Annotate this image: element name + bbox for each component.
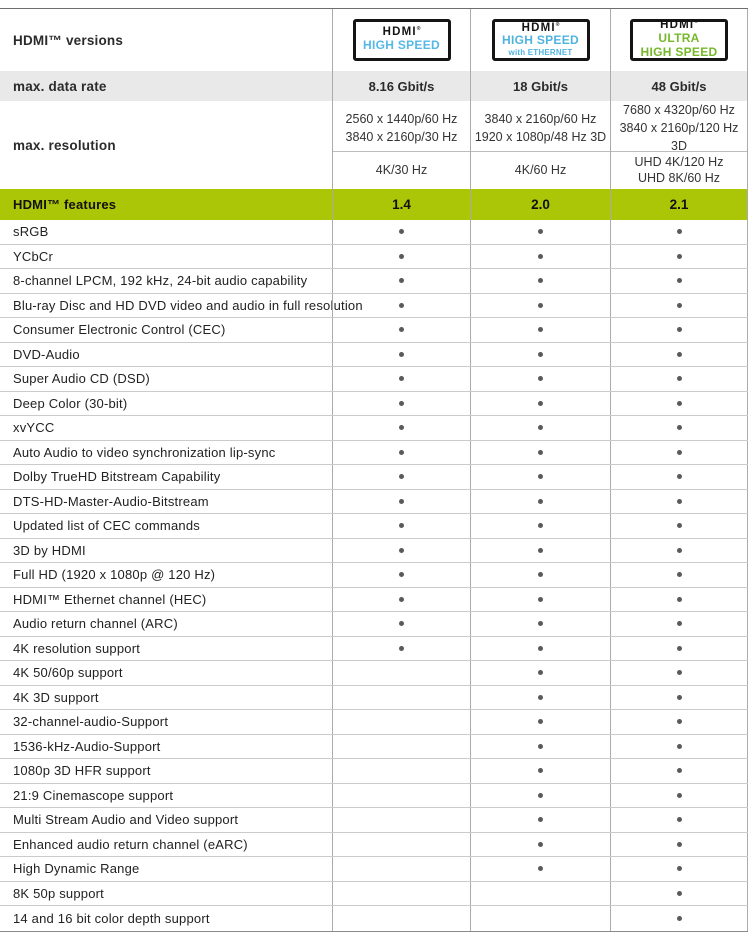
feature-cell bbox=[470, 612, 610, 636]
support-dot bbox=[677, 695, 682, 700]
support-dot bbox=[677, 842, 682, 847]
features-header-label: HDMI™ features bbox=[13, 197, 117, 212]
feature-cell bbox=[470, 637, 610, 661]
feature-cell bbox=[332, 416, 470, 440]
feature-cell bbox=[470, 343, 610, 367]
feature-label: 21:9 Cinemascope support bbox=[13, 787, 174, 803]
support-dot bbox=[399, 621, 404, 626]
feature-cell bbox=[470, 465, 610, 489]
table-row bbox=[0, 514, 748, 539]
feature-cell bbox=[610, 294, 748, 318]
support-dot bbox=[538, 866, 543, 871]
feature-cell bbox=[470, 882, 610, 906]
feature-cell bbox=[332, 882, 470, 906]
hdmi-logo: HDMI® bbox=[382, 26, 421, 39]
support-dot bbox=[399, 597, 404, 602]
support-dot bbox=[538, 817, 543, 822]
support-dot bbox=[538, 572, 543, 577]
support-dot bbox=[399, 499, 404, 504]
table-row bbox=[0, 686, 748, 711]
feature-cell bbox=[470, 392, 610, 416]
support-dot bbox=[677, 450, 682, 455]
feature-cell bbox=[332, 710, 470, 734]
feature-label: xvYCC bbox=[13, 420, 55, 436]
registered-mark: ® bbox=[416, 26, 421, 33]
data-rate-row bbox=[0, 71, 748, 101]
table-row bbox=[0, 294, 748, 319]
table-row bbox=[0, 808, 748, 833]
table-row bbox=[0, 637, 748, 662]
feature-cell bbox=[470, 318, 610, 342]
feature-cell bbox=[610, 220, 748, 244]
feature-cell bbox=[610, 563, 748, 587]
feature-cell bbox=[610, 441, 748, 465]
table-row bbox=[0, 857, 748, 882]
hdmi-ultra-high-speed-badge bbox=[630, 19, 728, 61]
registered-mark: ® bbox=[555, 21, 560, 28]
feature-label: Enhanced audio return channel (eARC) bbox=[13, 836, 248, 852]
feature-cell bbox=[332, 588, 470, 612]
support-dot bbox=[399, 376, 404, 381]
resolution-cell: UHD 4K/120 Hz UHD 8K/60 Hz bbox=[610, 152, 748, 189]
feature-cell bbox=[610, 661, 748, 685]
table-row bbox=[0, 539, 748, 564]
hdmi-version-number: 2.0 bbox=[531, 197, 550, 212]
table-row bbox=[0, 441, 748, 466]
support-dot bbox=[538, 597, 543, 602]
feature-cell bbox=[332, 514, 470, 538]
feature-cell bbox=[332, 661, 470, 685]
support-dot bbox=[538, 719, 543, 724]
feature-label: Multi Stream Audio and Video support bbox=[13, 812, 239, 828]
support-dot bbox=[677, 646, 682, 651]
resolution-row bbox=[0, 101, 748, 189]
feature-cell bbox=[332, 612, 470, 636]
feature-label: 14 and 16 bit color depth support bbox=[13, 910, 210, 926]
feature-label: 32-channel-audio-Support bbox=[13, 714, 169, 730]
feature-cell bbox=[610, 269, 748, 293]
support-dot bbox=[677, 229, 682, 234]
support-dot bbox=[677, 768, 682, 773]
feature-label: Auto Audio to video synchronization lip-sync bbox=[13, 444, 276, 460]
support-dot bbox=[399, 646, 404, 651]
feature-cell bbox=[332, 759, 470, 783]
feature-label: 4K 3D support bbox=[13, 689, 99, 705]
feature-label: Deep Color (30-bit) bbox=[13, 395, 128, 411]
support-dot bbox=[538, 254, 543, 259]
support-dot bbox=[399, 401, 404, 406]
feature-label: 1536-kHz-Audio-Support bbox=[13, 738, 161, 754]
feature-cell bbox=[470, 686, 610, 710]
support-dot bbox=[538, 352, 543, 357]
table-row bbox=[0, 710, 748, 735]
support-dot bbox=[677, 597, 682, 602]
support-dot bbox=[538, 523, 543, 528]
table-row bbox=[0, 367, 748, 392]
support-dot bbox=[538, 793, 543, 798]
support-dot bbox=[677, 278, 682, 283]
feature-label: YCbCr bbox=[13, 248, 54, 264]
support-dot bbox=[677, 303, 682, 308]
feature-cell bbox=[332, 637, 470, 661]
support-dot bbox=[538, 499, 543, 504]
resolution-cell: 2560 x 1440p/60 Hz 3840 x 2160p/30 Hz bbox=[332, 101, 470, 155]
table-row bbox=[0, 563, 748, 588]
support-dot bbox=[399, 474, 404, 479]
feature-label: Blu-ray Disc and HD DVD video and audio in full resolution bbox=[13, 297, 363, 313]
feature-cell bbox=[470, 294, 610, 318]
feature-label: 4K resolution support bbox=[13, 640, 141, 656]
support-dot bbox=[677, 891, 682, 896]
table-row bbox=[0, 269, 748, 294]
support-dot bbox=[677, 548, 682, 553]
feature-cell bbox=[610, 539, 748, 563]
support-dot bbox=[677, 817, 682, 822]
support-dot bbox=[677, 352, 682, 357]
feature-cell bbox=[332, 539, 470, 563]
feature-cell bbox=[610, 343, 748, 367]
feature-cell bbox=[470, 710, 610, 734]
feature-cell bbox=[610, 416, 748, 440]
feature-cell bbox=[470, 220, 610, 244]
support-dot bbox=[538, 670, 543, 675]
feature-label: Updated list of CEC commands bbox=[13, 518, 200, 534]
support-dot bbox=[538, 646, 543, 651]
table-row bbox=[0, 343, 748, 368]
versions-row-label: HDMI™ versions bbox=[13, 32, 124, 48]
table-row bbox=[0, 612, 748, 637]
support-dot bbox=[399, 450, 404, 455]
hdmi-logo: HDMI® bbox=[660, 19, 698, 32]
feature-cell bbox=[470, 735, 610, 759]
data-rate-label: max. data rate bbox=[13, 78, 107, 94]
feature-cell bbox=[610, 686, 748, 710]
feature-label: Dolby TrueHD Bitstream Capability bbox=[13, 469, 221, 485]
support-dot bbox=[538, 229, 543, 234]
feature-cell bbox=[470, 269, 610, 293]
badge-line: HIGH SPEED bbox=[640, 44, 718, 59]
hdmi-logo: HDMI® bbox=[521, 21, 560, 34]
feature-cell bbox=[610, 465, 748, 489]
feature-cell bbox=[332, 686, 470, 710]
feature-cell bbox=[332, 343, 470, 367]
feature-label: 4K 50/60p support bbox=[13, 665, 123, 681]
support-dot bbox=[538, 401, 543, 406]
support-dot bbox=[677, 719, 682, 724]
support-dot bbox=[538, 450, 543, 455]
support-dot bbox=[399, 548, 404, 553]
badge-line: HIGH SPEED bbox=[362, 37, 440, 52]
table-row bbox=[0, 588, 748, 613]
features-body bbox=[0, 220, 748, 931]
hdmi-version-number: 1.4 bbox=[392, 197, 411, 212]
table-row bbox=[0, 906, 748, 931]
feature-cell bbox=[470, 514, 610, 538]
support-dot bbox=[677, 376, 682, 381]
table-row bbox=[0, 416, 748, 441]
feature-cell bbox=[332, 808, 470, 832]
feature-label: 8K 50p support bbox=[13, 885, 104, 901]
feature-label: 8-channel LPCM, 192 kHz, 24-bit audio capability bbox=[13, 273, 308, 289]
support-dot bbox=[399, 278, 404, 283]
feature-cell bbox=[470, 367, 610, 391]
table-row bbox=[0, 318, 748, 343]
table-row bbox=[0, 882, 748, 907]
support-dot bbox=[399, 523, 404, 528]
feature-cell bbox=[610, 367, 748, 391]
feature-cell bbox=[332, 220, 470, 244]
support-dot bbox=[538, 278, 543, 283]
table-row bbox=[0, 833, 748, 858]
feature-cell bbox=[332, 367, 470, 391]
resolution-cell: 3840 x 2160p/60 Hz 1920 x 1080p/48 Hz 3D bbox=[470, 101, 610, 155]
support-dot bbox=[677, 425, 682, 430]
feature-cell bbox=[610, 490, 748, 514]
feature-cell bbox=[610, 784, 748, 808]
support-dot bbox=[538, 327, 543, 332]
feature-cell bbox=[332, 245, 470, 269]
feature-cell bbox=[470, 416, 610, 440]
table-row bbox=[0, 490, 748, 515]
support-dot bbox=[538, 376, 543, 381]
data-rate-value: 18 Gbit/s bbox=[513, 78, 568, 94]
feature-cell bbox=[610, 318, 748, 342]
feature-cell bbox=[470, 441, 610, 465]
support-dot bbox=[399, 303, 404, 308]
table-row bbox=[0, 759, 748, 784]
support-dot bbox=[538, 621, 543, 626]
support-dot bbox=[677, 866, 682, 871]
feature-label: DTS-HD-Master-Audio-Bitstream bbox=[13, 493, 209, 509]
feature-cell bbox=[332, 906, 470, 931]
features-header-row bbox=[0, 189, 748, 220]
feature-cell bbox=[610, 808, 748, 832]
badge-line: HIGH SPEED bbox=[501, 33, 579, 48]
feature-cell bbox=[332, 857, 470, 881]
feature-cell bbox=[332, 784, 470, 808]
feature-cell bbox=[470, 759, 610, 783]
feature-cell bbox=[332, 465, 470, 489]
feature-cell bbox=[610, 392, 748, 416]
feature-label: DVD-Audio bbox=[13, 346, 80, 362]
feature-label: Audio return channel (ARC) bbox=[13, 616, 178, 632]
support-dot bbox=[677, 744, 682, 749]
support-dot bbox=[677, 254, 682, 259]
feature-cell bbox=[610, 612, 748, 636]
resolution-cell: 7680 x 4320p/60 Hz 3840 x 2160p/120 Hz 3D bbox=[610, 101, 748, 155]
feature-cell bbox=[470, 539, 610, 563]
feature-cell bbox=[332, 833, 470, 857]
feature-cell bbox=[610, 857, 748, 881]
feature-cell bbox=[610, 906, 748, 931]
support-dot bbox=[538, 842, 543, 847]
feature-label: sRGB bbox=[13, 224, 49, 240]
feature-cell bbox=[610, 588, 748, 612]
feature-cell bbox=[610, 882, 748, 906]
hdmi-comparison-table bbox=[0, 8, 748, 932]
feature-cell bbox=[332, 490, 470, 514]
support-dot bbox=[677, 621, 682, 626]
feature-cell bbox=[610, 735, 748, 759]
support-dot bbox=[399, 327, 404, 332]
feature-cell bbox=[332, 392, 470, 416]
table-row bbox=[0, 784, 748, 809]
resolution-label: max. resolution bbox=[13, 137, 116, 153]
feature-label: Consumer Electronic Control (CEC) bbox=[13, 322, 226, 338]
support-dot bbox=[677, 793, 682, 798]
registered-mark: ® bbox=[694, 19, 698, 26]
support-dot bbox=[399, 425, 404, 430]
table-row bbox=[0, 245, 748, 270]
resolution-primary-row bbox=[332, 101, 748, 154]
support-dot bbox=[538, 474, 543, 479]
support-dot bbox=[677, 401, 682, 406]
support-dot bbox=[538, 768, 543, 773]
support-dot bbox=[538, 425, 543, 430]
data-rate-value: 8.16 Gbit/s bbox=[368, 78, 435, 94]
feature-label: Super Audio CD (DSD) bbox=[13, 371, 150, 387]
feature-cell bbox=[610, 759, 748, 783]
feature-cell bbox=[470, 906, 610, 931]
feature-cell bbox=[470, 490, 610, 514]
table-row bbox=[0, 661, 748, 686]
feature-cell bbox=[470, 784, 610, 808]
support-dot bbox=[538, 744, 543, 749]
table-row bbox=[0, 735, 748, 760]
support-dot bbox=[399, 572, 404, 577]
hdmi-high-speed-badge bbox=[353, 19, 451, 61]
feature-label: 3D by HDMI bbox=[13, 542, 86, 558]
feature-cell bbox=[470, 245, 610, 269]
feature-cell bbox=[610, 833, 748, 857]
feature-cell bbox=[470, 808, 610, 832]
support-dot bbox=[399, 254, 404, 259]
feature-label: Full HD (1920 x 1080p @ 120 Hz) bbox=[13, 567, 216, 583]
resolution-cell: 4K/60 Hz bbox=[470, 152, 610, 189]
feature-cell bbox=[470, 563, 610, 587]
support-dot bbox=[399, 229, 404, 234]
resolution-cell: 4K/30 Hz bbox=[332, 152, 470, 189]
feature-cell bbox=[332, 441, 470, 465]
support-dot bbox=[538, 303, 543, 308]
feature-cell bbox=[332, 735, 470, 759]
support-dot bbox=[677, 523, 682, 528]
support-dot bbox=[399, 352, 404, 357]
feature-cell bbox=[332, 318, 470, 342]
support-dot bbox=[677, 572, 682, 577]
table-row bbox=[0, 220, 748, 245]
feature-cell bbox=[332, 563, 470, 587]
feature-label: 1080p 3D HFR support bbox=[13, 763, 151, 779]
feature-label: HDMI™ Ethernet channel (HEC) bbox=[13, 591, 207, 607]
versions-row bbox=[0, 9, 748, 71]
support-dot bbox=[677, 327, 682, 332]
support-dot bbox=[677, 670, 682, 675]
feature-cell bbox=[470, 661, 610, 685]
badge-subline: with ETHERNET bbox=[508, 48, 573, 58]
support-dot bbox=[677, 916, 682, 921]
feature-cell bbox=[610, 514, 748, 538]
badge-line: ULTRA bbox=[658, 30, 700, 45]
data-rate-value: 48 Gbit/s bbox=[651, 78, 707, 94]
feature-cell bbox=[470, 833, 610, 857]
table-row bbox=[0, 392, 748, 417]
feature-label: High Dynamic Range bbox=[13, 861, 140, 877]
feature-cell bbox=[610, 245, 748, 269]
hdmi-version-number: 2.1 bbox=[669, 197, 689, 212]
support-dot bbox=[677, 474, 682, 479]
feature-cell bbox=[470, 588, 610, 612]
feature-cell bbox=[610, 710, 748, 734]
support-dot bbox=[538, 548, 543, 553]
feature-cell bbox=[332, 269, 470, 293]
support-dot bbox=[677, 499, 682, 504]
support-dot bbox=[538, 695, 543, 700]
resolution-secondary-row bbox=[332, 151, 748, 189]
feature-cell bbox=[470, 857, 610, 881]
feature-cell bbox=[610, 637, 748, 661]
hdmi-high-speed-ethernet-badge bbox=[492, 19, 590, 61]
table-row bbox=[0, 465, 748, 490]
feature-cell bbox=[332, 294, 470, 318]
